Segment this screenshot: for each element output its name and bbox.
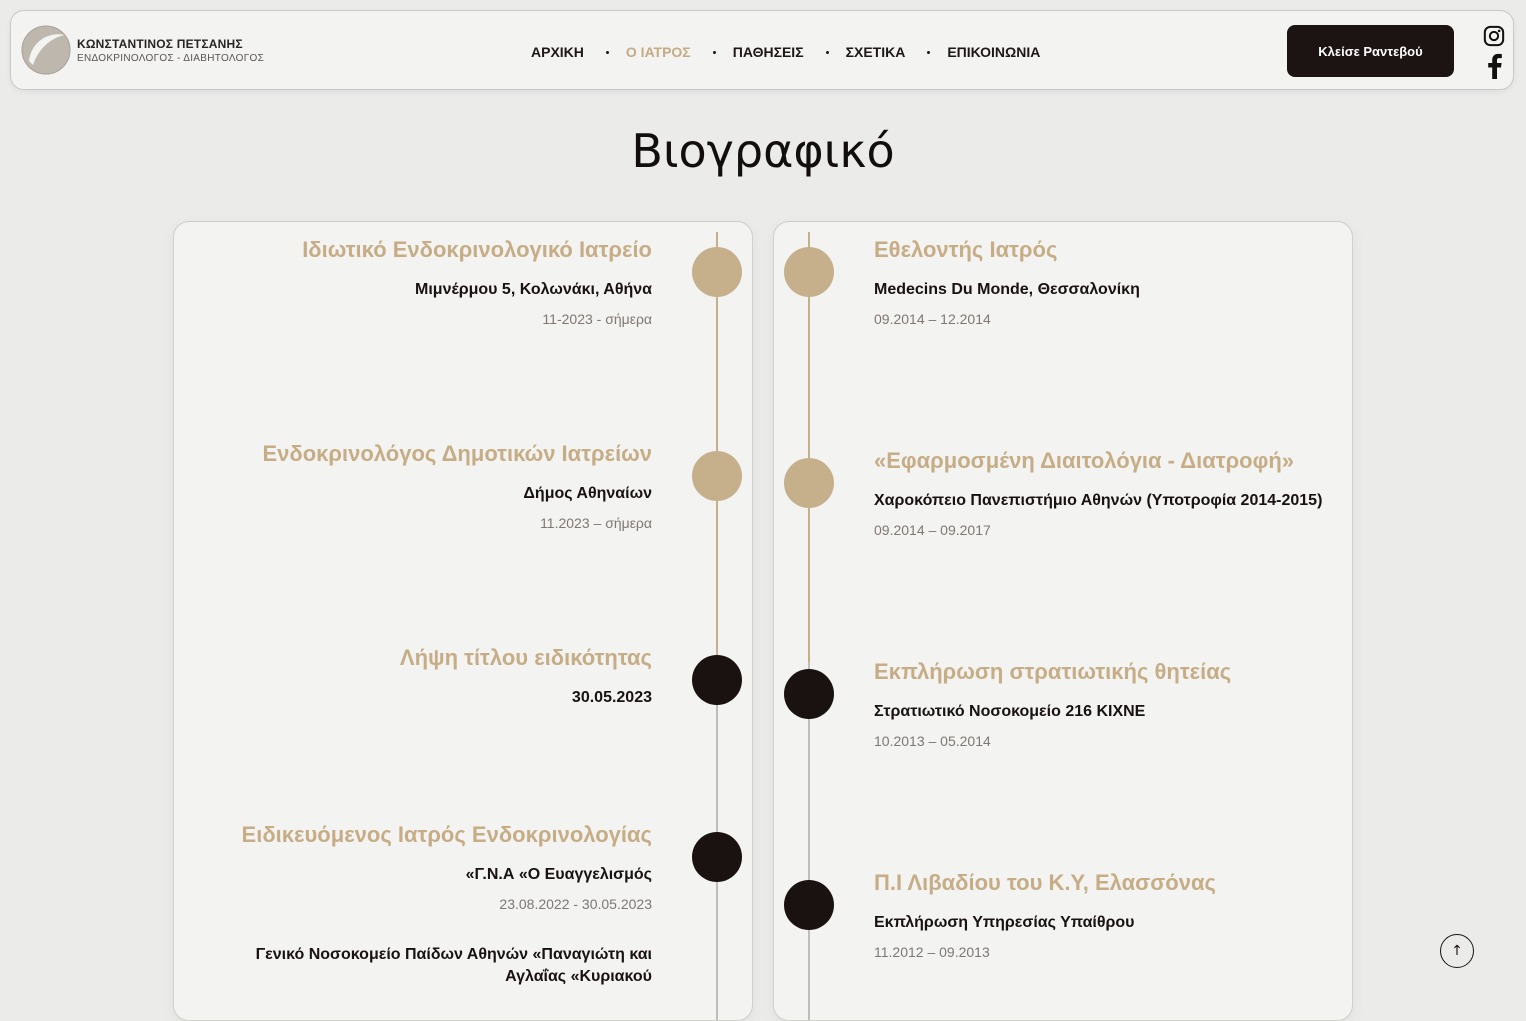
entry-title: Π.Ι Λιβαδίου του Κ.Υ, Ελασσόνας	[874, 870, 1216, 895]
timeline-entry	[192, 237, 652, 329]
entry-title: Εθελοντής Ιατρός	[874, 237, 1058, 262]
timeline-entry	[874, 237, 1334, 329]
brand-name: ΚΩΝΣΤΑΝΤΙΝΟΣ ΠΕΤΣΑΝΗΣ	[77, 37, 243, 51]
entry-title: Ενδοκρινολόγος Δημοτικών Ιατρείων	[262, 441, 652, 466]
timeline-card-right	[773, 221, 1353, 1021]
entry-dates: 11-2023 - σήμερα	[542, 311, 652, 327]
entry-place: «Γ.Ν.Α «Ο Ευαγγελισμός	[465, 866, 652, 883]
entry-dates: 23.08.2022 - 30.05.2023	[499, 896, 652, 912]
entry-place: 30.05.2023	[571, 689, 652, 706]
entry-place: Εκπλήρωση Υπηρεσίας Υπαίθρου	[874, 914, 1135, 931]
social-links	[1483, 25, 1507, 79]
nav-item-contact[interactable]: ΕΠΙΚΟΙΝΩΝΙΑ	[947, 44, 1041, 60]
timeline-node	[692, 451, 742, 501]
entry-dates: 09.2014 – 12.2014	[874, 311, 991, 327]
nav-separator	[826, 51, 829, 54]
facebook-icon[interactable]	[1485, 53, 1505, 79]
timeline-node	[784, 880, 834, 930]
entry-place: Medecins Du Monde, Θεσσαλονίκη	[874, 281, 1140, 298]
instagram-icon[interactable]	[1483, 25, 1505, 47]
entry-place-secondary: Γενικό Νοσοκομείο Παίδων Αθηνών «Παναγιώτη και Αγλαΐας «Κυριακού	[255, 946, 652, 985]
nav-separator	[606, 51, 609, 54]
logo-emblem-icon	[21, 25, 71, 75]
page-title: Βιογραφικό	[631, 124, 895, 178]
entry-title: «Εφαρμοσμένη Διαιτολόγια - Διατροφή»	[874, 448, 1295, 473]
timeline-entry	[874, 659, 1334, 751]
entry-dates: 11.2012 – 09.2013	[874, 944, 990, 960]
nav-item-conditions[interactable]: ΠΑΘΗΣΕΙΣ	[732, 44, 804, 60]
nav-item-doctor[interactable]: Ο ΙΑΤΡΟΣ	[625, 44, 691, 60]
timeline-entry	[192, 822, 652, 996]
brand-logo[interactable]	[21, 25, 265, 77]
entry-dates: 10.2013 – 05.2014	[874, 733, 991, 749]
entry-dates: 11.2023 – σήμερα	[540, 515, 652, 531]
scroll-to-top-button[interactable]: ↑	[1440, 934, 1474, 968]
entry-title: Εκπλήρωση στρατιωτικής θητείας	[874, 659, 1232, 684]
brand-subtitle: ΕΝΔΟΚΡΙΝΟΛΟΓΟΣ - ΔΙΑΒΗΤΟΛΟΓΟΣ	[77, 53, 265, 64]
entry-place: Στρατιωτικό Νοσοκομείο 216 ΚΙΧΝΕ	[874, 703, 1146, 720]
entry-dates: 09.2014 – 09.2017	[874, 522, 991, 538]
timeline-entry	[874, 448, 1334, 540]
timeline-node	[784, 247, 834, 297]
nav-item-home[interactable]: ΑΡΧΙΚΗ	[531, 44, 584, 60]
timeline-node	[692, 655, 742, 705]
timeline-entry	[192, 441, 652, 533]
nav-item-related[interactable]: ΣΧΕΤΙΚΑ	[845, 44, 906, 60]
nav-separator	[713, 51, 716, 54]
timeline-entry	[192, 645, 652, 717]
entry-place: Μιμνέρμου 5, Κολωνάκι, Αθήνα	[415, 281, 652, 298]
entry-title: Ιδιωτικό Ενδοκρινολογικό Ιατρείο	[302, 237, 652, 262]
timeline-node	[784, 669, 834, 719]
main-nav	[531, 41, 1040, 63]
timeline-card-left	[173, 221, 753, 1021]
nav-separator	[927, 51, 930, 54]
timeline-entry	[874, 870, 1334, 962]
entry-place: Δήμος Αθηναίων	[523, 485, 652, 502]
timeline-node	[692, 832, 742, 882]
site-header	[10, 10, 1514, 90]
book-appointment-button[interactable]: Κλείσε Ραντεβού	[1287, 25, 1454, 77]
timeline-node	[692, 247, 742, 297]
entry-place: Χαροκόπειο Πανεπιστήμιο Αθηνών (Υποτροφία 2014-2015)	[874, 492, 1323, 509]
entry-title: Ειδικευόμενος Ιατρός Ενδοκρινολογίας	[241, 822, 652, 847]
timeline-node	[784, 458, 834, 508]
entry-title: Λήψη τίτλου ειδικότητας	[399, 645, 652, 670]
